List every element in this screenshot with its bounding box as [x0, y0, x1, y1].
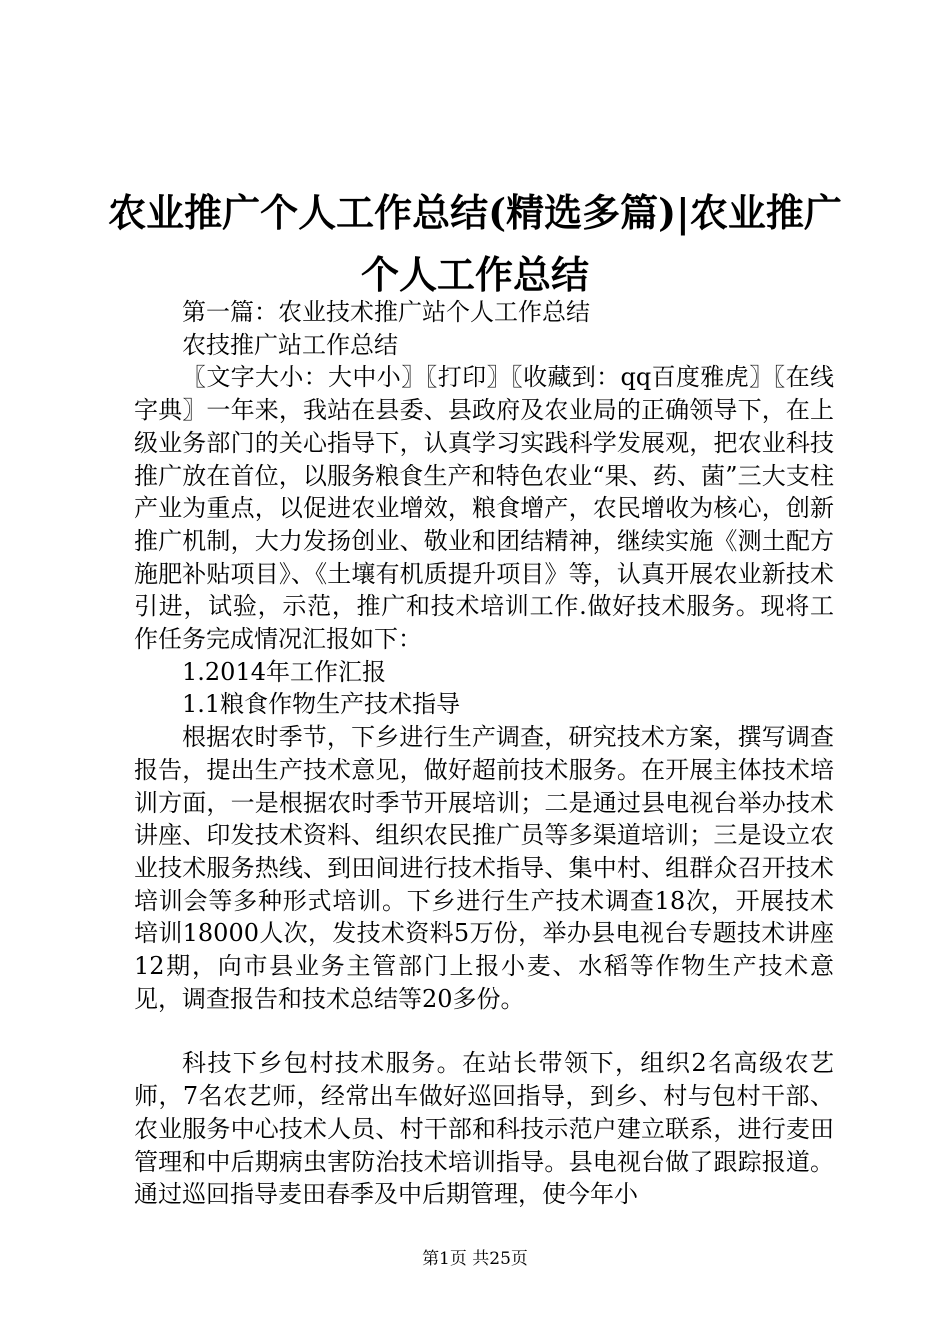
- body-paragraph: 科技下乡包村技术服务。在站长带领下，组织2名高级农艺师，7名农艺师，经常出车做好巡回指导，到乡、村与包村干部、农业服务中心技术人员、村干部和科技示范户建立联系，进行麦田管理和中后期病虫害防治技术培训指导。县电视台做了跟踪报道。通过巡回指导麦田春季及中后期管理，使今年小: [134, 1049, 834, 1209]
- subsection-heading: 农技推广站工作总结: [182, 330, 398, 359]
- heading-1: 1.2014年工作汇报: [182, 657, 386, 686]
- title-line-1: 农业推广个人工作总结(精选多篇)|农业推广: [108, 190, 842, 235]
- page-footer: 第1页 共25页: [422, 1249, 528, 1269]
- heading-1-1: 1.1粮食作物生产技术指导: [182, 690, 461, 719]
- section-heading: 第一篇：农业技术推广站个人工作总结: [182, 298, 590, 326]
- intro-paragraph: 〖文字大小：大中小〗〖打印〗〖收藏到：qq百度雅虎〗〖在线字典〗一年来，我站在县委、县政府及农业局的正确领导下，在上级业务部门的关心指导下，认真学习实践科学发展观，把农业科技推广放在首位，以服务粮食生产和特色农业“果、药、菌”三大支柱产业为重点，以促进农业增效，粮食增产，农民增收为核心，创新推广机制，大力发扬创业、敬业和团结精神，继续实施《测土配方施肥补贴项目》、《土壤有机质提升项目》等，认真开展农业新技术引进，试验，示范，推广和技术培训工作.做好技术服务。现将工作任务完成情况汇报如下：: [134, 363, 834, 654]
- paragraph-gap: [134, 1015, 834, 1047]
- body-paragraph: 根据农时季节，下乡进行生产调查，研究技术方案，撰写调查报告，提出生产技术意见，做好超前技术服务。在开展主体技术培训方面，一是根据农时季节开展培训；二是通过县电视台举办技术讲座、印发技术资料、组织农民推广员等多渠道培训；三是设立农业技术服务热线、到田间进行技术指导、集中村、组群众召开技术培训会等多种形式培训。下乡进行生产技术调查18次，开展技术培训18000人次，发技术资料5万份，举办县电视台专题技术讲座12期，向市县业务主管部门上报小麦、水稻等作物生产技术意见，调查报告和技术总结等20多份。: [134, 723, 834, 1013]
- title-line-2: 个人工作总结: [360, 252, 589, 297]
- document-body: [134, 296, 834, 1211]
- document-title: [0, 182, 950, 306]
